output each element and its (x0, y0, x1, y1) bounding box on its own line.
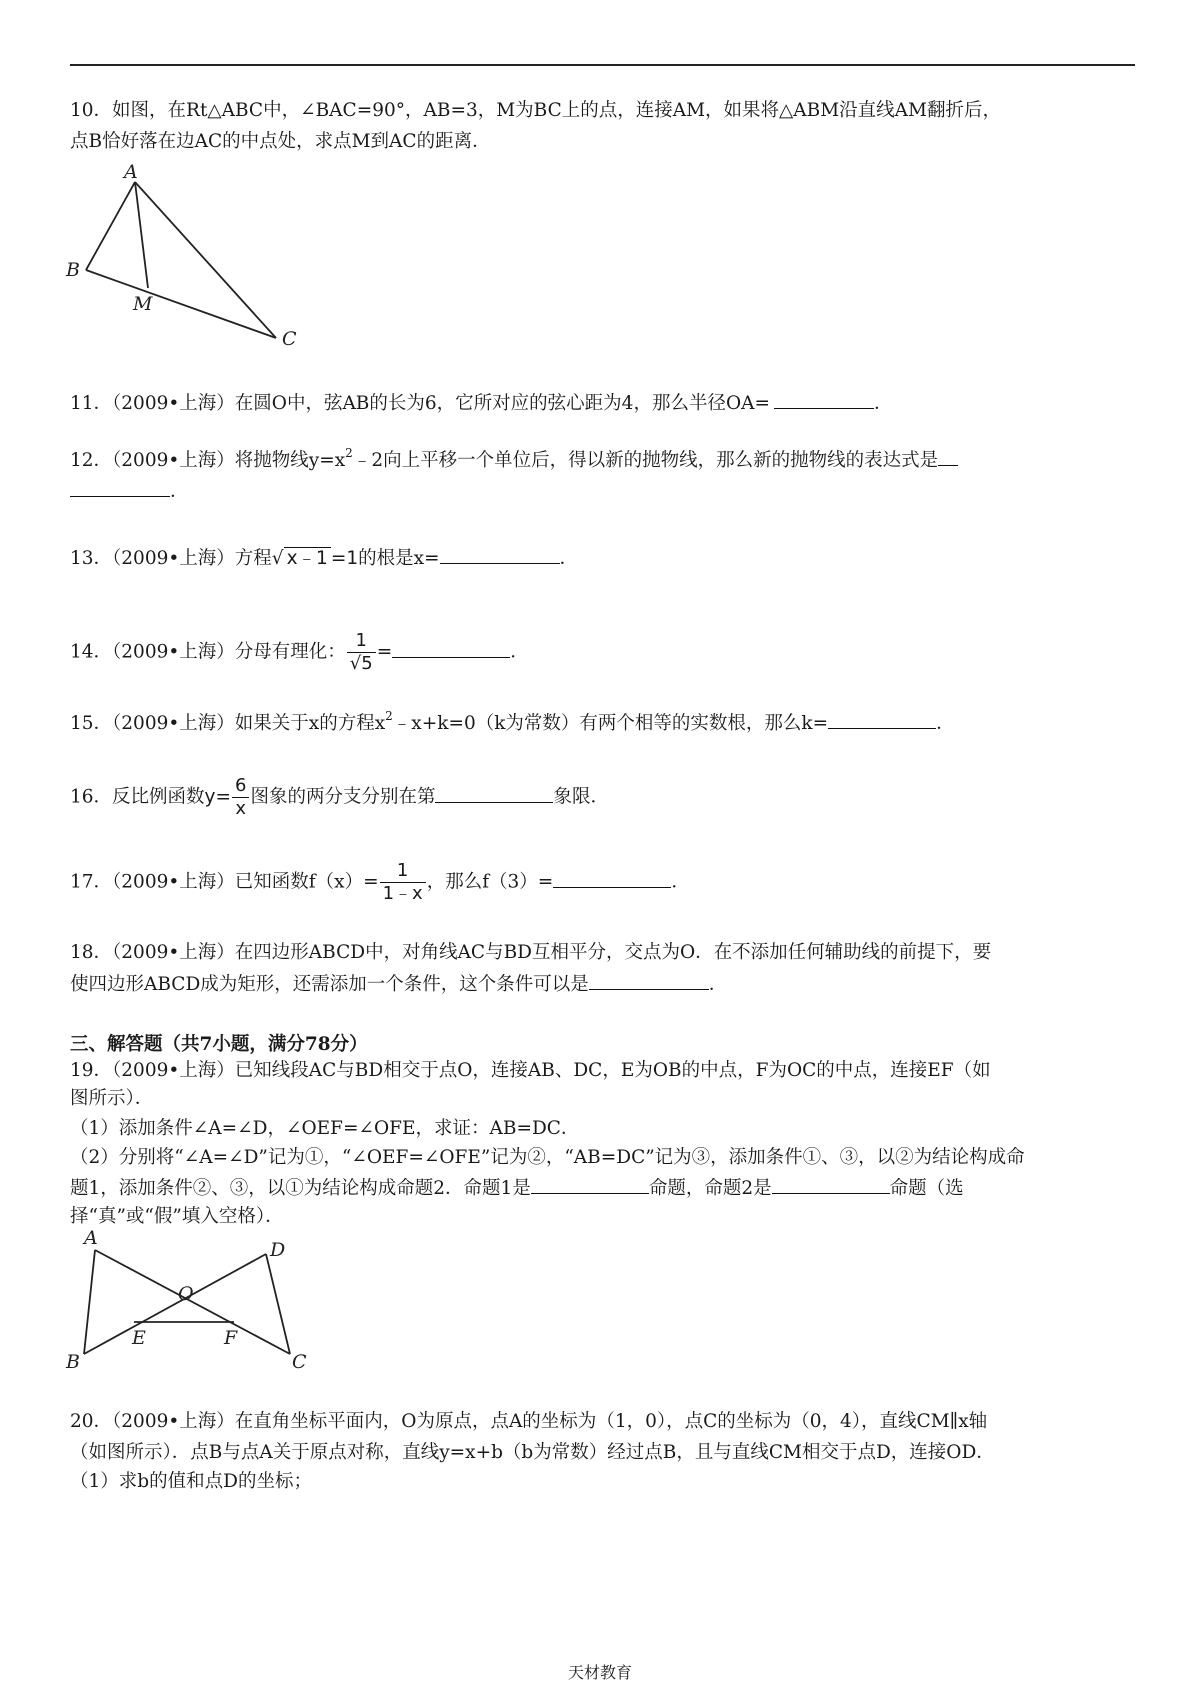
label-d: D (270, 1239, 286, 1261)
q17: 17．（2009•上海）已知函数f（x）= $\frac{1}{1﹣x}$ ，那么f（3）= ． (70, 860, 690, 904)
q12: 12．（2009•上海）将抛物线$y=x^2﹣2$向上平移一个单位后，得以新的抛物线，那么新的抛物线的表达式是 (70, 447, 958, 474)
label-c: C (282, 328, 297, 350)
q19-line5: 题1，添加条件②、③，以①为结论构成命题2．命题1是 命题，命题2是 命题（选 (70, 1175, 964, 1202)
page-footer: 天材教育 (567, 1663, 632, 1682)
q15: 15．（2009•上海）如果关于x的方程$x^2﹣x+k=0(k$为常数）有两个相等的实数根，那么k= ． (70, 708, 955, 734)
label-b: B (66, 1351, 80, 1373)
label-e: E (132, 1327, 146, 1349)
answer-blank-1[interactable] (531, 1175, 649, 1194)
answer-blank[interactable] (435, 784, 553, 803)
segment-ac (135, 182, 276, 338)
q11: 11．（2009•上海）在圆O中，弦AB的长为6，它所对应的弦心距为4，那么半径OA= ． (70, 390, 893, 417)
segment-bc (86, 270, 276, 338)
q19-line3: （1）添加条件∠A=∠D，∠OEF=∠OFE，求证：AB=DC． (70, 1118, 580, 1139)
answer-blank[interactable] (440, 545, 560, 564)
label-c: C (292, 1351, 307, 1373)
segment-bd (84, 1254, 266, 1354)
section-title: 三、解答题（共7小题，满分78分） (70, 1034, 368, 1055)
segment-ab (84, 1250, 95, 1354)
q20-line3: （1）求b的值和点D的坐标； (70, 1471, 312, 1492)
q19-line6: 择“真”或“假”填入空格）． (70, 1206, 284, 1227)
q10-line2: 点B恰好落在边AC的中点处，求点M到AC的距离． (70, 131, 491, 152)
q10-line1: 10．如图，在Rt△ABC中，∠BAC=90°，AB=3，M为BC上的点，连接AM，如果将△ABM沿直线AM翻折后， (70, 100, 1001, 121)
segment-am (135, 182, 148, 288)
q13: 13．（2009•上海）方程√ x﹣1 =1的根是x= ． (70, 545, 578, 572)
q19-line4: （2）分别将“∠A=∠D”记为①，“∠OEF=∠OFE”记为②，“AB=DC”记为③，添加条件①、③，以②为结论构成命 (70, 1147, 1025, 1168)
label-f: F (224, 1327, 238, 1349)
q18-line1: 18．（2009•上海）在四边形ABCD中，对角线AC与BD互相平分，交点为O．在不添加任何辅助线的前提下，要 (70, 942, 992, 963)
bowtie-figure (60, 1230, 340, 1380)
label-m: M (133, 293, 153, 315)
answer-blank[interactable] (589, 971, 709, 990)
answer-blank-2[interactable] (772, 1175, 890, 1194)
answer-blank[interactable] (828, 710, 936, 729)
answer-blank[interactable] (774, 390, 874, 409)
answer-blank[interactable] (938, 447, 958, 466)
q18-line2: 使四边形ABCD成为矩形，还需添加一个条件，这个条件可以是 ． (70, 971, 727, 998)
q14: 14．（2009•上海）分母有理化： $\frac{1}{√5}$ = ． (70, 630, 529, 674)
fraction-6-over-x: $\frac{6}{x}$ (232, 775, 249, 820)
label-b: B (66, 259, 80, 281)
q20-line1: 20．（2009•上海）在直角坐标平面内，O为原点，点A的坐标为（1，0），点C的坐标为（0，4），直线CM∥x轴 (70, 1411, 988, 1432)
triangle-abc-figure (60, 160, 320, 360)
label-a: A (124, 161, 138, 183)
segment-ab (86, 182, 135, 270)
q12-line2: ． (70, 478, 189, 505)
sqrt-expression: √ x﹣1 (272, 546, 331, 572)
label-o: O (178, 1283, 194, 1305)
q19-line1: 19．（2009•上海）已知线段AC与BD相交于点O，连接AB、DC，E为OB的中点，F为OC的中点，连接EF（如 (70, 1060, 991, 1081)
answer-blank[interactable] (553, 869, 671, 888)
answer-blank-continued[interactable] (70, 478, 170, 497)
answer-blank[interactable] (392, 639, 510, 658)
header-rule (70, 64, 1135, 66)
segment-dc (266, 1254, 290, 1354)
fraction-1-over-1-minus-x: $\frac{1}{1﹣x}$ (380, 860, 426, 905)
fraction-1-over-sqrt5: $\frac{1}{√5}$ (347, 630, 376, 675)
label-a: A (84, 1230, 98, 1249)
q16: 16．反比例函数y= $\frac{6}{x}$ 图象的两分支分别在第 象限． (70, 775, 609, 819)
q19-line2: 图所示）． (70, 1088, 154, 1109)
q20-line2: （如图所示）．点B与点A关于原点对称，直线y=x+b（b为常数）经过点B，且与直线CM相交于点D，连接OD． (70, 1442, 995, 1463)
